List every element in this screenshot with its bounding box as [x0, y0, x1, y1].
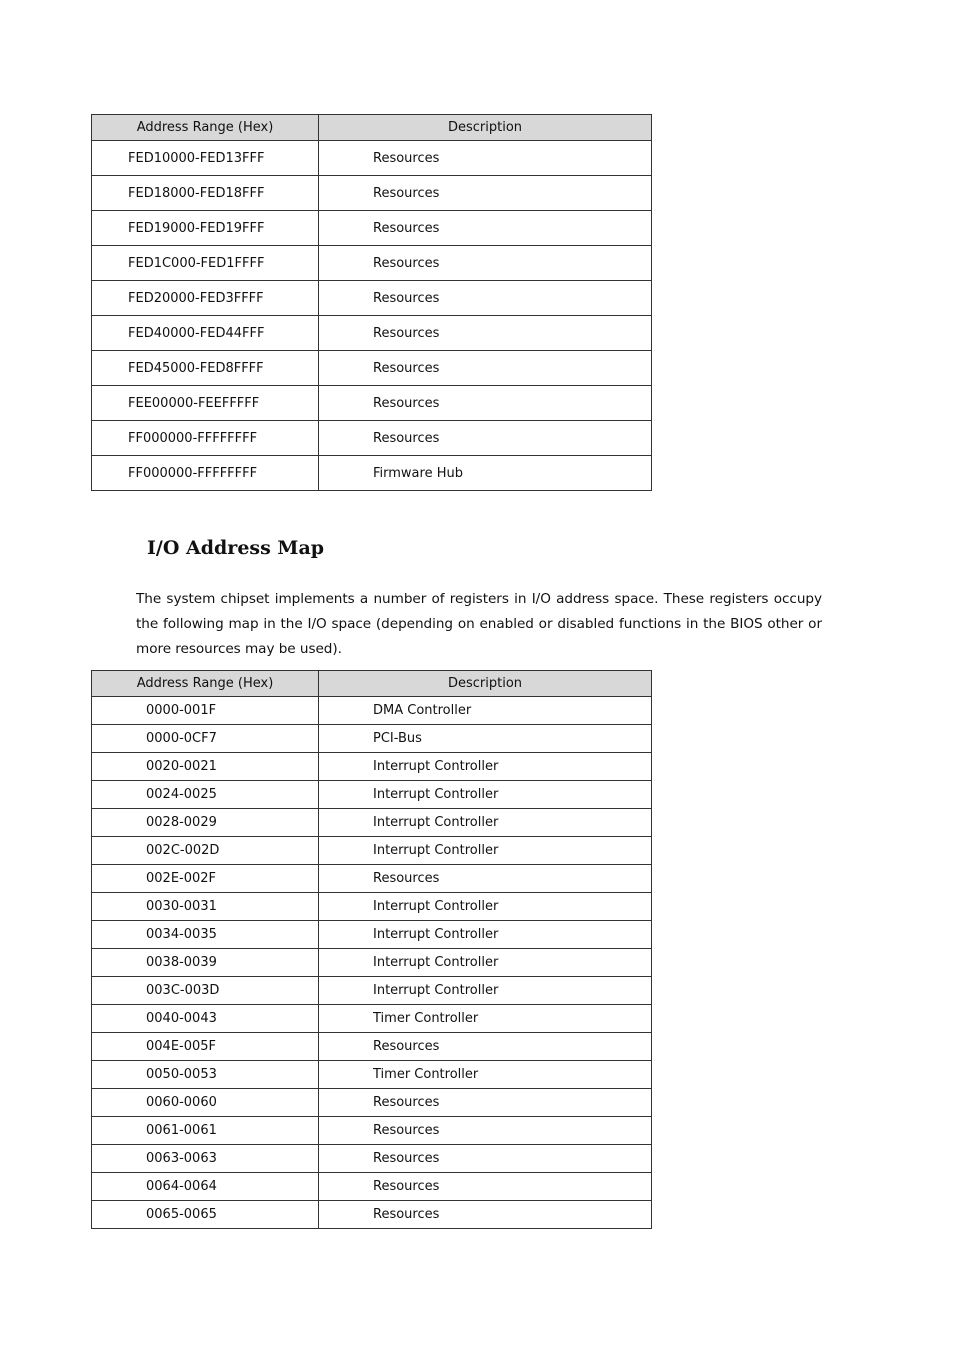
address-range-cell: 0000-0CF7: [92, 725, 319, 753]
column-header-address-range: Address Range (Hex): [92, 115, 319, 141]
description-cell: Resources: [319, 281, 652, 316]
table-row: [92, 421, 652, 456]
description-cell: Interrupt Controller: [319, 781, 652, 809]
memory-address-table: [91, 114, 652, 491]
table-header-row: [92, 115, 652, 141]
description-cell: Resources: [319, 1033, 652, 1061]
table-row: [92, 949, 652, 977]
address-range-cell: FED10000-FED13FFF: [92, 141, 319, 176]
table-row: [92, 1201, 652, 1229]
description-cell: Resources: [319, 176, 652, 211]
description-cell: Interrupt Controller: [319, 949, 652, 977]
description-cell: Resources: [319, 1089, 652, 1117]
table-row: [92, 211, 652, 246]
address-range-cell: FED18000-FED18FFF: [92, 176, 319, 211]
io-address-table: [91, 670, 652, 1229]
address-range-cell: 002E-002F: [92, 865, 319, 893]
table-row: [92, 865, 652, 893]
table-row: [92, 837, 652, 865]
description-cell: Resources: [319, 1201, 652, 1229]
address-range-cell: 0060-0060: [92, 1089, 319, 1117]
address-range-cell: 004E-005F: [92, 1033, 319, 1061]
table-row: [92, 977, 652, 1005]
table-row: [92, 753, 652, 781]
address-range-cell: FEE00000-FEEFFFFF: [92, 386, 319, 421]
address-range-cell: 003C-003D: [92, 977, 319, 1005]
intro-paragraph: The system chipset implements a number of registers in I/O address space. These registers occupy the following map in the I/O space (depending on enabled or disabled functions in the BIOS other or more resources may be used).: [136, 591, 822, 657]
description-cell: Timer Controller: [319, 1061, 652, 1089]
table-row: [92, 176, 652, 211]
address-range-cell: 0038-0039: [92, 949, 319, 977]
description-cell: Resources: [319, 351, 652, 386]
description-cell: Resources: [319, 211, 652, 246]
address-range-cell: 0061-0061: [92, 1117, 319, 1145]
table-row: [92, 246, 652, 281]
section-heading: I/O Address Map: [147, 537, 325, 559]
table-row: [92, 281, 652, 316]
table-row: [92, 1005, 652, 1033]
address-range-cell: 0020-0021: [92, 753, 319, 781]
table-row: [92, 725, 652, 753]
address-range-cell: 0050-0053: [92, 1061, 319, 1089]
description-cell: Resources: [319, 1173, 652, 1201]
address-range-cell: FF000000-FFFFFFFF: [92, 421, 319, 456]
column-header-address-range: Address Range (Hex): [92, 671, 319, 697]
address-range-cell: FF000000-FFFFFFFF: [92, 456, 319, 491]
description-cell: Resources: [319, 316, 652, 351]
address-range-cell: 0065-0065: [92, 1201, 319, 1229]
address-range-cell: 0024-0025: [92, 781, 319, 809]
description-cell: Resources: [319, 1117, 652, 1145]
table-row: [92, 1033, 652, 1061]
table-row: [92, 921, 652, 949]
table-row: [92, 1061, 652, 1089]
description-cell: Resources: [319, 865, 652, 893]
table-row: [92, 386, 652, 421]
address-range-cell: 0000-001F: [92, 697, 319, 725]
description-cell: Timer Controller: [319, 1005, 652, 1033]
table-row: [92, 809, 652, 837]
description-cell: PCI-Bus: [319, 725, 652, 753]
table-row: [92, 316, 652, 351]
address-range-cell: FED19000-FED19FFF: [92, 211, 319, 246]
address-range-cell: 0034-0035: [92, 921, 319, 949]
description-cell: Resources: [319, 421, 652, 456]
table-row: [92, 1145, 652, 1173]
address-range-cell: 0063-0063: [92, 1145, 319, 1173]
table-row: [92, 697, 652, 725]
table-row: [92, 456, 652, 491]
description-cell: Interrupt Controller: [319, 753, 652, 781]
address-range-cell: FED45000-FED8FFFF: [92, 351, 319, 386]
description-cell: Resources: [319, 141, 652, 176]
description-cell: Resources: [319, 386, 652, 421]
description-cell: Interrupt Controller: [319, 837, 652, 865]
description-cell: Interrupt Controller: [319, 977, 652, 1005]
table-row: [92, 141, 652, 176]
description-cell: Interrupt Controller: [319, 809, 652, 837]
table-row: [92, 893, 652, 921]
address-range-cell: FED40000-FED44FFF: [92, 316, 319, 351]
description-cell: Resources: [319, 1145, 652, 1173]
description-cell: Interrupt Controller: [319, 893, 652, 921]
address-range-cell: 0028-0029: [92, 809, 319, 837]
address-range-cell: 002C-002D: [92, 837, 319, 865]
address-range-cell: 0040-0043: [92, 1005, 319, 1033]
address-range-cell: FED20000-FED3FFFF: [92, 281, 319, 316]
table-row: [92, 1117, 652, 1145]
description-cell: Interrupt Controller: [319, 921, 652, 949]
description-cell: Resources: [319, 246, 652, 281]
description-cell: Firmware Hub: [319, 456, 652, 491]
address-range-cell: FED1C000-FED1FFFF: [92, 246, 319, 281]
column-header-description: Description: [319, 115, 652, 141]
table-row: [92, 351, 652, 386]
address-range-cell: 0030-0031: [92, 893, 319, 921]
table-header-row: [92, 671, 652, 697]
address-range-cell: 0064-0064: [92, 1173, 319, 1201]
table-row: [92, 1173, 652, 1201]
column-header-description: Description: [319, 671, 652, 697]
description-cell: DMA Controller: [319, 697, 652, 725]
table-row: [92, 781, 652, 809]
table-row: [92, 1089, 652, 1117]
